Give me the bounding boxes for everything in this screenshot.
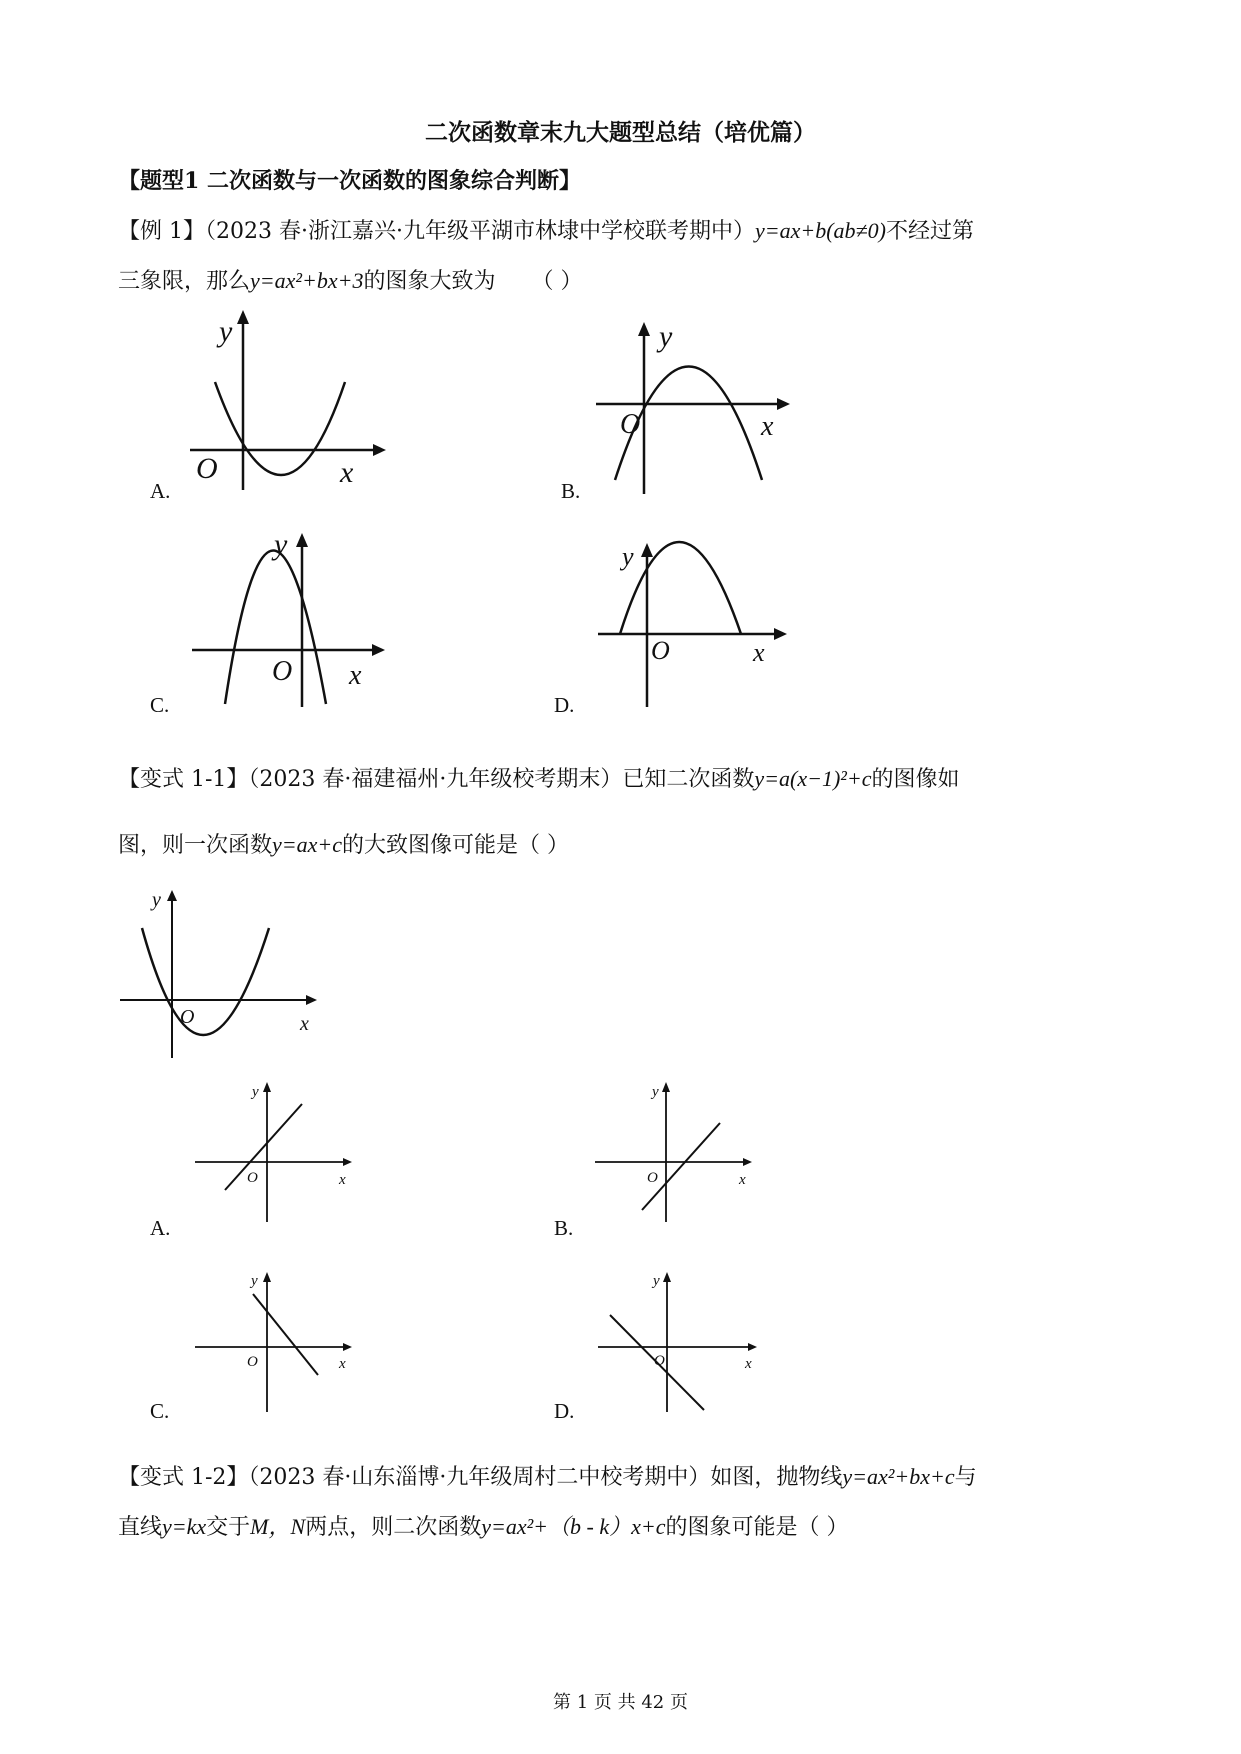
variant1-1-option-c[interactable]: C.: [150, 1399, 170, 1423]
x-axis-label: x: [340, 456, 354, 489]
y-axis-label: y: [652, 1084, 659, 1100]
y-axis-label: y: [274, 528, 288, 561]
variant1-2-function: y=ax²+（b - k）x+c: [481, 1514, 666, 1539]
x-axis-label: x: [739, 1172, 746, 1188]
example1-option-d[interactable]: D.: [554, 693, 575, 717]
example1-figure-d: [598, 542, 798, 712]
variant1-1-function: y=a(x−1)²+c: [754, 766, 872, 791]
example1-figure-b: [596, 322, 796, 502]
y-axis-label: y: [251, 1273, 258, 1289]
example1-function: y=ax²+bx+3: [250, 268, 364, 293]
example1-option-c[interactable]: C.: [150, 693, 170, 717]
variant1-1-tag: 【变式 1-1】: [118, 767, 249, 792]
x-axis-label: x: [761, 411, 774, 442]
example1-option-a[interactable]: A.: [150, 479, 171, 503]
x-axis-label: x: [339, 1172, 346, 1188]
origin-label: O: [247, 1354, 258, 1370]
variant1-1-figure-b: [595, 1082, 765, 1222]
variant1-2-line1-tail: 与: [954, 1465, 977, 1490]
variant1-2-line2: [118, 1512, 849, 1543]
variant1-1-option-b[interactable]: B.: [554, 1216, 574, 1240]
origin-label: O: [247, 1170, 258, 1186]
y-axis-label: y: [653, 1273, 660, 1289]
y-axis-label: y: [252, 1084, 259, 1100]
variant1-2-text: 如图，抛物线: [710, 1465, 843, 1490]
origin-label: O: [651, 636, 670, 665]
example1-tag: 【例 1】: [118, 219, 205, 244]
variant1-1-figure-a: [195, 1082, 365, 1222]
x-axis-label: x: [339, 1356, 346, 1372]
variant1-1-source: （2023 春·福建福州·九年级校考期末）: [248, 767, 623, 792]
page-title: 二次函数章末九大题型总结（培优篇）: [425, 119, 816, 146]
variant1-2-parabola: y=ax²+bx+c: [842, 1464, 955, 1489]
variant1-2-line2-tail: 的图象可能是（ ）: [665, 1515, 849, 1540]
example1-line2-head: 三象限，那么: [118, 269, 251, 294]
example1-line2-tail: 的图象大致为: [363, 269, 496, 294]
origin-label: O: [654, 1353, 665, 1369]
origin-label: O: [180, 1006, 195, 1028]
x-axis-label: x: [745, 1356, 752, 1372]
variant1-1-line2-head: 图，则一次函数: [118, 833, 273, 858]
x-axis-label: x: [300, 1013, 309, 1035]
variant1-2-line2-mid: 交于: [206, 1515, 251, 1540]
origin-label: O: [620, 409, 641, 440]
variant1-1-line2-tail: 的大致图像可能是（ ）: [342, 833, 570, 858]
example1-source: （2023 春·浙江嘉兴·九年级平湖市林埭中学校联考期中）: [205, 219, 755, 244]
y-axis-label: y: [622, 542, 634, 571]
variant1-1-line2: [118, 830, 569, 861]
variant1-2-source: （2023 春·山东淄博·九年级周村二中校考期中）: [248, 1465, 711, 1490]
section-heading: 【题型1 二次函数与一次函数的图象综合判断】: [118, 168, 581, 194]
example1-option-b[interactable]: B.: [561, 479, 581, 503]
variant1-2-line2-mid2: 两点，则二次函数: [305, 1515, 482, 1540]
variant1-2-points: M，N: [250, 1514, 306, 1539]
variant1-2-line2-head: 直线: [118, 1515, 163, 1540]
origin-label: O: [647, 1170, 658, 1186]
example1-cond-tail: 不经过第: [885, 219, 974, 244]
variant1-1-figure-d: [598, 1272, 768, 1412]
variant1-1-line1: [118, 764, 960, 795]
y-axis-label: y: [152, 889, 161, 911]
variant1-1-line1-tail: 的图像如: [871, 767, 960, 792]
variant1-2-line1: [118, 1462, 977, 1493]
x-axis-label: x: [349, 660, 362, 691]
variant1-1-given-parabola: [120, 890, 320, 1060]
y-axis-label: y: [219, 315, 233, 348]
y-axis-label: y: [659, 320, 673, 353]
example1-line1: [118, 216, 974, 247]
example1-figure-c: [192, 528, 392, 712]
example1-line2: [118, 266, 582, 297]
example1-answer-blank: （ ）: [531, 269, 583, 294]
x-axis-label: x: [753, 638, 765, 667]
origin-label: O: [272, 656, 293, 687]
variant1-2-tag: 【变式 1-2】: [118, 1465, 249, 1490]
page-footer: 第 1 页 共 42 页: [553, 1692, 688, 1713]
origin-label: O: [196, 452, 218, 485]
variant1-1-option-a[interactable]: A.: [150, 1216, 171, 1240]
variant1-1-text: 已知二次函数: [622, 767, 755, 792]
example1-figure-a: [190, 310, 390, 490]
variant1-2-line: y=kx: [162, 1514, 207, 1539]
example1-condition: y=ax+b(ab≠0): [754, 218, 886, 243]
variant1-1-figure-c: [195, 1272, 365, 1412]
variant1-1-linear-function: y=ax+c: [272, 832, 343, 857]
variant1-1-option-d[interactable]: D.: [554, 1399, 575, 1423]
